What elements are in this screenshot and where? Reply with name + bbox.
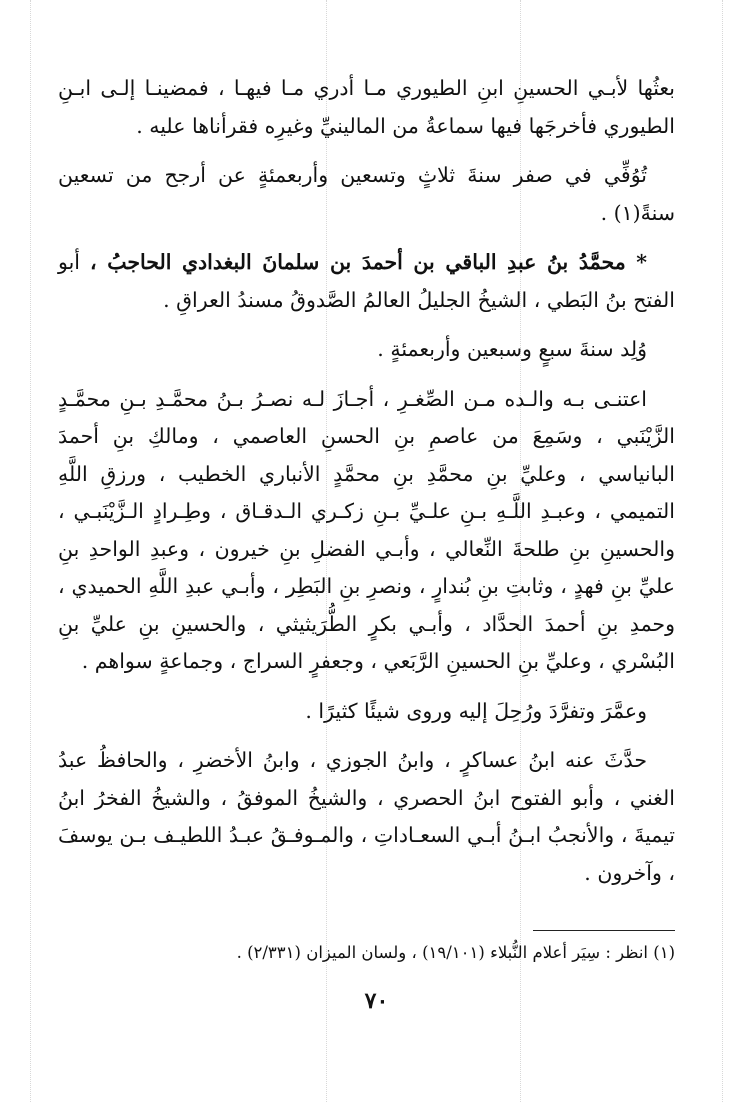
paragraph-continuation: بعثُها لأبـي الحسينِ ابنِ الطيوري مـا أدري مـا فيهـا ، فمضينـا إلـى ابـنِ الطيوري فأخرجَها فيها سماعةُ من المالينيِّ وغيرِه فقرأناها عليه . — [58, 76, 675, 138]
paragraph-teachers: اعتنـى بـه والـده مـن الصِّغـرِ ، أجـازَ لـه نصـرُ بـنُ محمَّـدِ بـنِ محمَّـدٍ الزَّيْنَبي ، وسَمِعَ من عاصمِ بنِ الحسنِ العاصمي ، ومالكِ بنِ أحمدَ البانياسي ، وعليِّ بنِ محمَّدِ بنِ محمَّدٍ الأنباري الخطيب ، ورزقِ اللَّهِ التميمي ، وعبـدِ اللَّـهِ بـنِ علـيِّ بـنِ زكـري الـدقـاق ، وطِـرادٍ الـزَّيْنَبـي ، والحسينِ بنِ طلحةَ النِّعالي ، وأبـي الفضلِ بنِ خيرون ، وعبدِ الواحدِ بنِ عليِّ بنِ فهدٍ ، وثابتِ بنِ بُندارٍ ، ونصرِ بنِ البَطِر ، وأبـي عبدِ اللَّهِ الحميدي ، وحمدِ بنِ أحمدَ الحدَّاد ، وأبـي بكرٍ الطُّرَيثيثي ، والحسينِ بنِ عليِّ بنِ البُسْري ، وعليِّ بنِ الحسينِ الرَّبَعي ، وجعفرٍ السراج ، وجماعةٍ سواهم . — [58, 386, 675, 673]
paragraph-students: حدَّثَ عنه ابنُ عساكرٍ ، وابنُ الجوزي ، وابنُ الأخضرِ ، والحافظُ عبدُ الغني ، وأبو الفتوح ابنُ الحصري ، والشيخُ الموفقُ ، والشيخُ الفخرُ ابنُ تيميةَ ، والأنجبُ ابـنُ أبـي السعـاداتِ ، والمـوفـقُ عبـدُ اللطيـف بـن يوسفَ ، وآخرون . — [58, 748, 675, 885]
paragraph-death-date: تُوُفِّي في صفر سنةَ ثلاثٍ وتسعين وأربعمئةٍ عن أرجح من تسعين سنةً(١) . — [58, 163, 675, 225]
biography-title-line: أبو الفتح بنُ البَطي ، الشيخُ الجليلُ العالمُ الصَّدوقُ مسندُ العراقِ . — [58, 250, 675, 312]
footnote-divider — [533, 930, 675, 931]
scan-artifact-line — [30, 0, 31, 1102]
scan-artifact-line — [722, 0, 723, 1102]
paragraph-longevity: وعمَّرَ وتفرَّدَ ورُحِلَ إليه وروى شيئًا كثيرًا . — [305, 698, 647, 723]
paragraph-biography-heading — [58, 244, 675, 319]
paragraph-birth: وُلِد سنةَ سبعٍ وسبعين وأربعمئةٍ . — [377, 337, 647, 361]
page-number: ٧٠ — [364, 988, 389, 1014]
biography-name-heading: * محمَّدُ بنُ عبدِ الباقي بن أحمدَ بن سلمانَ البغدادي الحاجبُ ، — [89, 250, 647, 274]
footnote: (١) انظر : سِيَر أعلام النُّبلاء (١٩/١٠١) ، ولسان الميزان (٢/٣٣١) . — [236, 943, 675, 962]
main-text — [58, 70, 675, 904]
